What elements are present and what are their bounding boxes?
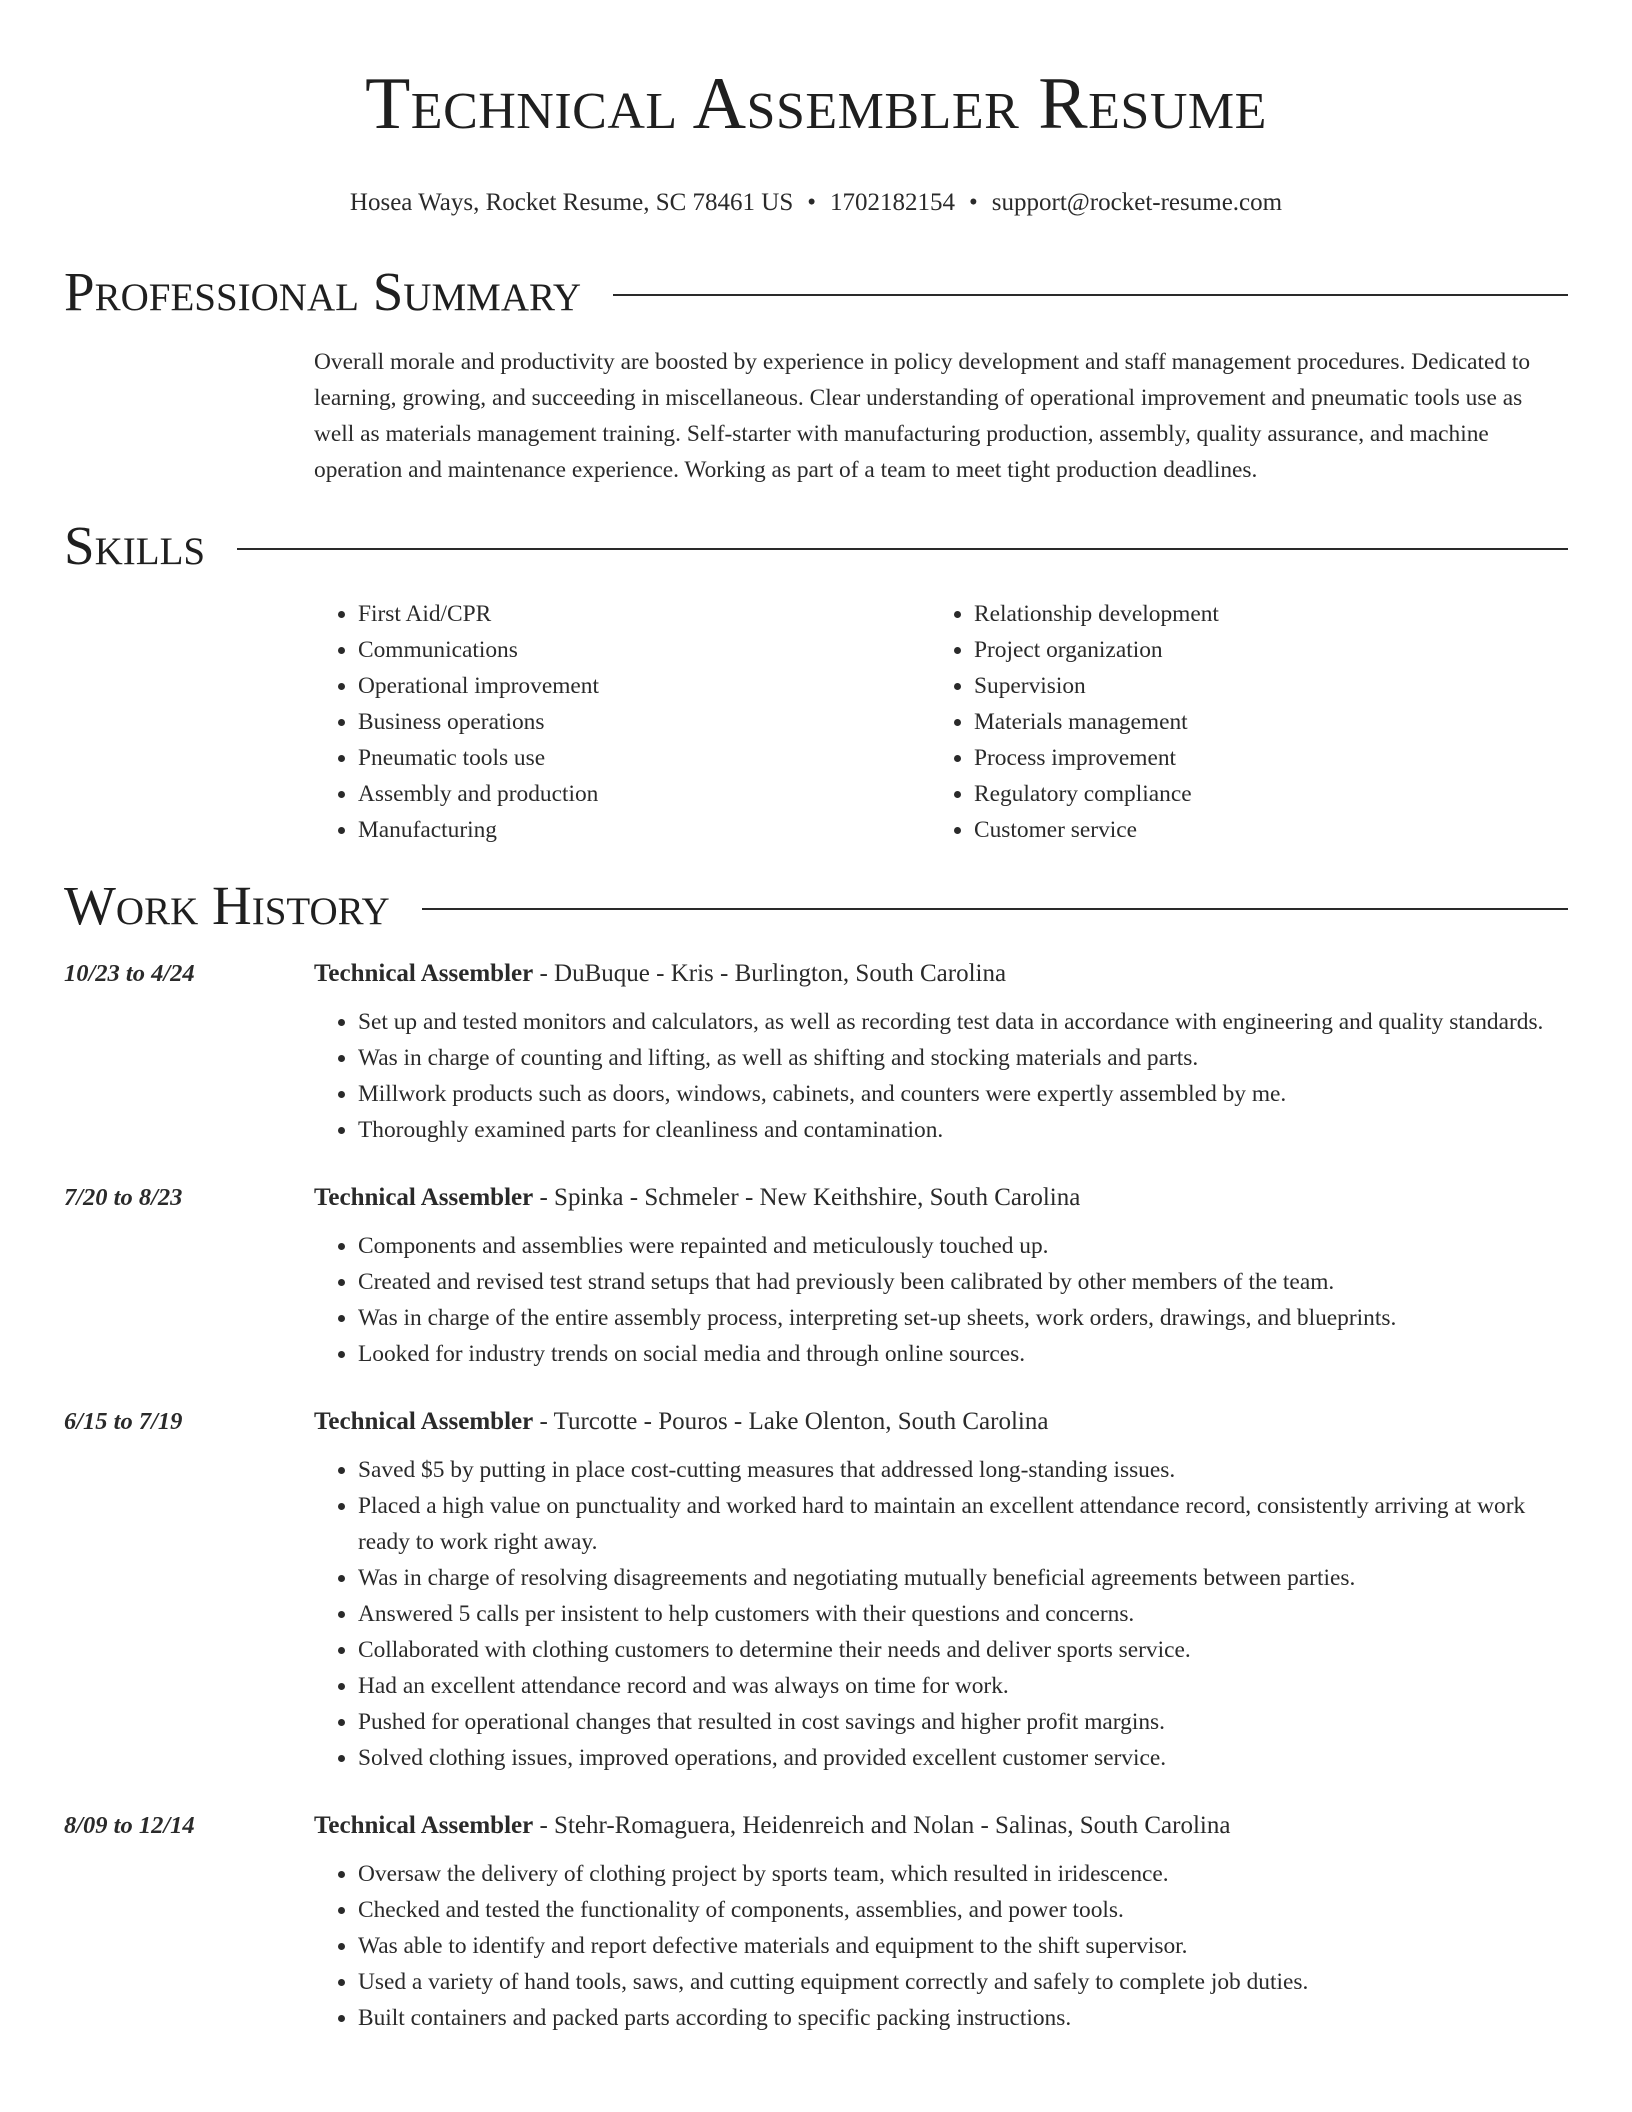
job-heading xyxy=(314,1806,1566,1846)
job-bullet: • Set up and tested monitors and calculators, as well as recording test data in accordance with engineering and quality standards. xyxy=(358,1004,1566,1040)
job-entry xyxy=(64,1402,1568,1776)
skill-item: • Customer service xyxy=(974,812,1546,848)
job-bullets xyxy=(314,1856,1566,2036)
summary-section-header xyxy=(64,258,1568,326)
job-bullet: • Answered 5 calls per insistent to help customers with their questions and concerns. xyxy=(358,1596,1566,1632)
job-details: - Stehr-Romaguera, Heidenreich and Nolan - Salinas, South Carolina xyxy=(533,1812,1231,1839)
job-bullet: • Was in charge of resolving disagreements and negotiating mutually beneficial agreements between parties. xyxy=(358,1560,1566,1596)
contact-separator: • xyxy=(969,189,978,216)
skills-heading: Skills xyxy=(64,515,206,576)
contact-address: Hosea Ways, Rocket Resume, SC 78461 US xyxy=(349,189,794,216)
job-bullet: • Looked for industry trends on social media and through online sources. xyxy=(358,1336,1566,1372)
job-bullet: • Pushed for operational changes that resulted in cost savings and higher profit margins. xyxy=(358,1704,1566,1740)
job-entry xyxy=(64,954,1568,1148)
contact-email: support@rocket-resume.com xyxy=(991,189,1283,216)
section-divider xyxy=(237,548,1568,550)
skill-item: • Pneumatic tools use xyxy=(358,740,930,776)
section-divider xyxy=(613,294,1568,296)
skill-item: • Business operations xyxy=(358,704,930,740)
skill-item: • Relationship development xyxy=(974,596,1546,632)
job-details: - Turcotte - Pouros - Lake Olenton, South Carolina xyxy=(533,1408,1049,1435)
job-bullet: • Created and revised test strand setups that had previously been calibrated by other members of the team. xyxy=(358,1264,1566,1300)
job-heading xyxy=(314,1402,1566,1442)
job-dates: 8/09 to 12/14 xyxy=(64,1812,195,1839)
job-heading xyxy=(314,954,1566,994)
job-bullet: • Saved $5 by putting in place cost-cutting measures that addressed long-standing issues. xyxy=(358,1452,1566,1488)
job-bullet: • Placed a high value on punctuality and worked hard to maintain an excellent attendance record, consistently arriving at work ready to work right away. xyxy=(358,1488,1566,1560)
job-heading xyxy=(314,1178,1566,1218)
job-dates: 7/20 to 8/23 xyxy=(64,1184,183,1211)
skill-item: • Communications xyxy=(358,632,930,668)
skills-column-left xyxy=(314,596,930,848)
skills-column-right xyxy=(930,596,1546,848)
resume-title: Technical Assembler Resume xyxy=(365,63,1267,145)
work-section-header xyxy=(64,872,1568,940)
job-bullet: • Thoroughly examined parts for cleanliness and contamination. xyxy=(358,1112,1566,1148)
job-bullet: • Built containers and packed parts according to specific packing instructions. xyxy=(358,2000,1566,2036)
summary-heading: Professional Summary xyxy=(64,261,582,322)
job-title: Technical Assembler xyxy=(314,960,534,987)
skills-list xyxy=(314,596,1568,848)
skill-item: • Project organization xyxy=(974,632,1546,668)
work-heading: Work History xyxy=(64,875,390,936)
job-bullet: • Used a variety of hand tools, saws, and cutting equipment correctly and safely to complete job duties. xyxy=(358,1964,1566,2000)
job-bullet: • Checked and tested the functionality of components, assemblies, and power tools. xyxy=(358,1892,1566,1928)
skill-item: • Process improvement xyxy=(974,740,1546,776)
job-entry xyxy=(64,1806,1568,2036)
skill-item: • Regulatory compliance xyxy=(974,776,1546,812)
skill-item: • Assembly and production xyxy=(358,776,930,812)
job-title: Technical Assembler xyxy=(314,1812,534,1839)
job-bullets xyxy=(314,1004,1566,1148)
skill-item: • Materials management xyxy=(974,704,1546,740)
job-bullet: • Was able to identify and report defective materials and equipment to the shift supervisor. xyxy=(358,1928,1566,1964)
job-title: Technical Assembler xyxy=(314,1184,534,1211)
contact-line xyxy=(64,186,1568,220)
contact-separator: • xyxy=(807,189,817,216)
job-dates: 10/23 to 4/24 xyxy=(64,960,195,987)
job-bullet: • Millwork products such as doors, windows, cabinets, and counters were expertly assembled by me. xyxy=(358,1076,1566,1112)
skills-section-header xyxy=(64,512,1568,580)
summary-text: Overall morale and productivity are boosted by experience in policy development and staff management procedures. Dedicated to learning, growing, and succeeding in miscellaneous. Clear understanding of operational improvement and pneumatic tools use as well as materials management training. Self-starter with manufacturing production, assembly, quality assurance, and machine operation and maintenance experience. Working as part of a team to meet tight production deadlines. xyxy=(314,349,1531,483)
job-bullets xyxy=(314,1452,1566,1776)
skill-item: • Supervision xyxy=(974,668,1546,704)
job-details: - DuBuque - Kris - Burlington, South Carolina xyxy=(533,960,1007,987)
job-bullets xyxy=(314,1228,1566,1372)
job-bullet: • Was in charge of the entire assembly process, interpreting set-up sheets, work orders, drawings, and blueprints. xyxy=(358,1300,1566,1336)
job-title: Technical Assembler xyxy=(314,1408,534,1435)
skill-item: • First Aid/CPR xyxy=(358,596,930,632)
job-bullet: • Components and assemblies were repainted and meticulously touched up. xyxy=(358,1228,1566,1264)
job-bullet: • Was in charge of counting and lifting, as well as shifting and stocking materials and parts. xyxy=(358,1040,1566,1076)
job-bullet: • Oversaw the delivery of clothing project by sports team, which resulted in iridescence. xyxy=(358,1856,1566,1892)
job-dates: 6/15 to 7/19 xyxy=(64,1408,183,1435)
skill-item: • Operational improvement xyxy=(358,668,930,704)
job-entry xyxy=(64,1178,1568,1372)
skill-item: • Manufacturing xyxy=(358,812,930,848)
job-bullet: • Collaborated with clothing customers to determine their needs and deliver sports service. xyxy=(358,1632,1566,1668)
job-bullet: • Had an excellent attendance record and was always on time for work. xyxy=(358,1668,1566,1704)
contact-phone: 1702182154 xyxy=(830,189,956,216)
section-divider xyxy=(422,908,1568,910)
job-bullet: • Solved clothing issues, improved operations, and provided excellent customer service. xyxy=(358,1740,1566,1776)
job-details: - Spinka - Schmeler - New Keithshire, South Carolina xyxy=(533,1184,1081,1211)
